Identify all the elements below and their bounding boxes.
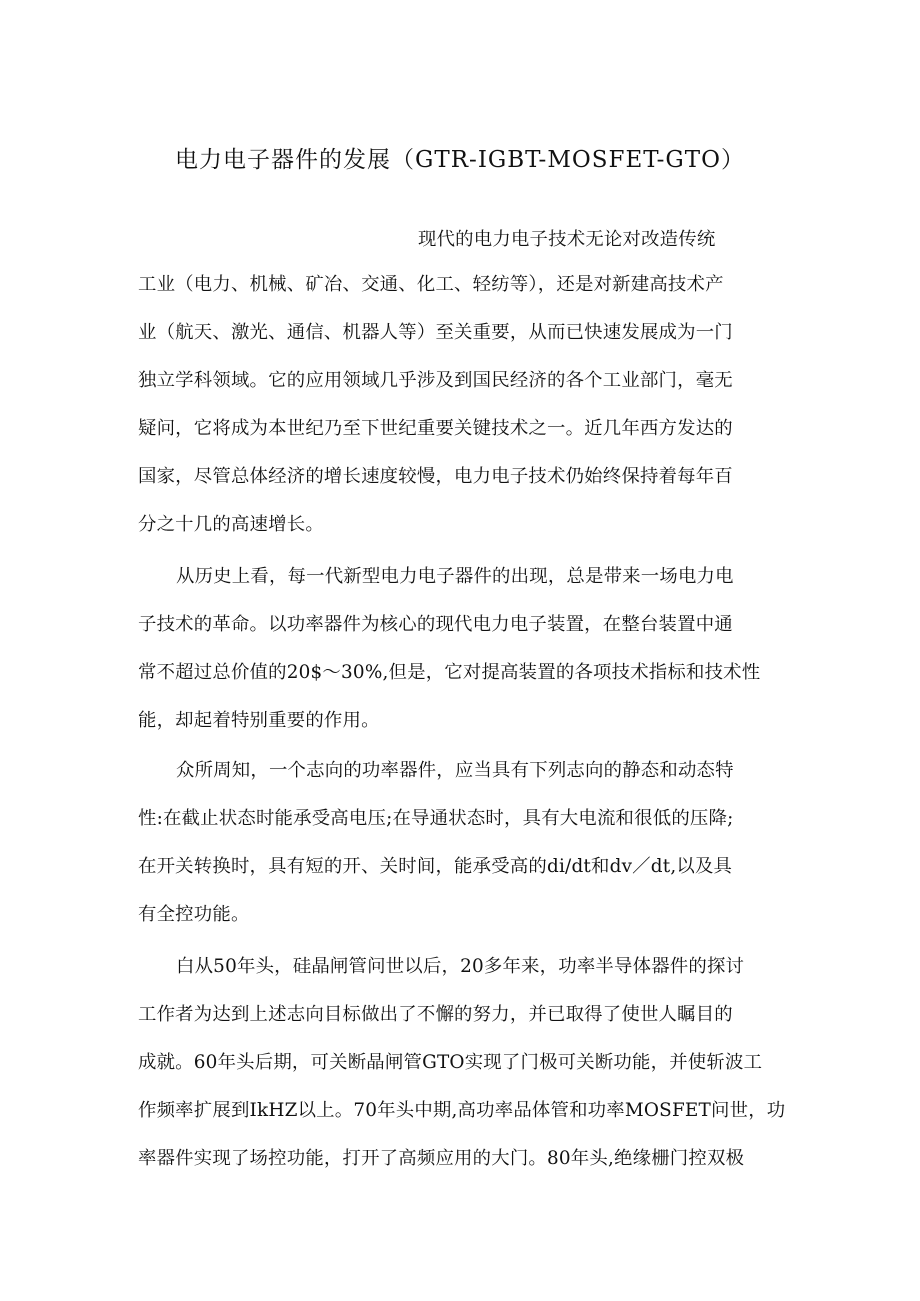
paragraph-line: 众所周知，一个志向的功率器件，应当具有下列志向的静态和动态特 bbox=[176, 760, 734, 781]
paragraph-line: 在开关转换时，具有短的开、关时间，能承受高的di/dt和dv／dt,以及具 bbox=[138, 856, 733, 877]
paragraph-line: 能，却起着特别重要的作用。 bbox=[138, 710, 380, 731]
document-title: 电力电子器件的发展（GTR-IGBT-MOSFET-GTO） bbox=[175, 147, 745, 173]
paragraph-line: 率器件实现了场控功能，打开了高频应用的大门。80年头,绝缘栅门控双极 bbox=[138, 1148, 745, 1169]
paragraph-line: 工业（电力、机械、矿冶、交通、化工、轻纺等），还是对新建高技术产 bbox=[138, 274, 724, 295]
paragraph-line: 子技术的革命。以功率器件为核心的现代电力电子装置，在整台装置中通 bbox=[138, 614, 733, 635]
paragraph-line: 白从50年头，硅晶闸管问世以后，20多年来，功率半导体器件的探讨 bbox=[176, 956, 745, 977]
paragraph-line: 工作者为达到上述志向目标做出了不懈的努力，并已取得了使世人瞩目的 bbox=[138, 1004, 733, 1025]
paragraph-line: 性:在截止状态时能承受高电压;在导通状态时，具有大电流和很低的压降; bbox=[138, 808, 734, 829]
paragraph-line: 常不超过总价值的20$～30%,但是，它对提高装置的各项技术指标和技术性 bbox=[138, 662, 761, 683]
paragraph-line: 作频率扩展到IkHZ以上。70年头中期,高功率品体管和功率MOSFET问世，功 bbox=[138, 1100, 786, 1121]
paragraph-line: 成就。60年头后期，可关断晶闸管GTO实现了门极可关断功能，并使斩波工 bbox=[138, 1052, 763, 1073]
paragraph-line: 有全控功能。 bbox=[138, 904, 250, 925]
paragraph-line: 分之十几的高速增长。 bbox=[138, 514, 324, 535]
paragraph-line: 从历史上看，每一代新型电力电子器件的出现，总是带来一场电力电 bbox=[176, 566, 734, 587]
paragraph-line: 独立学科领域。它的应用领域几乎涉及到国民经济的各个工业部门，毫无 bbox=[138, 370, 733, 391]
paragraph-line: 业（航天、激光、通信、机器人等）至关重要，从而已快速发展成为一门 bbox=[138, 322, 733, 343]
paragraph-line: 国家，尽管总体经济的增长速度较慢，电力电子技术仍始终保持着每年百 bbox=[138, 466, 733, 487]
paragraph-line: 现代的电力电子技术无论对改造传统 bbox=[418, 229, 716, 250]
paragraph-line: 疑问，它将成为本世纪乃至下世纪重要关键技术之一。近几年西方发达的 bbox=[138, 418, 733, 439]
